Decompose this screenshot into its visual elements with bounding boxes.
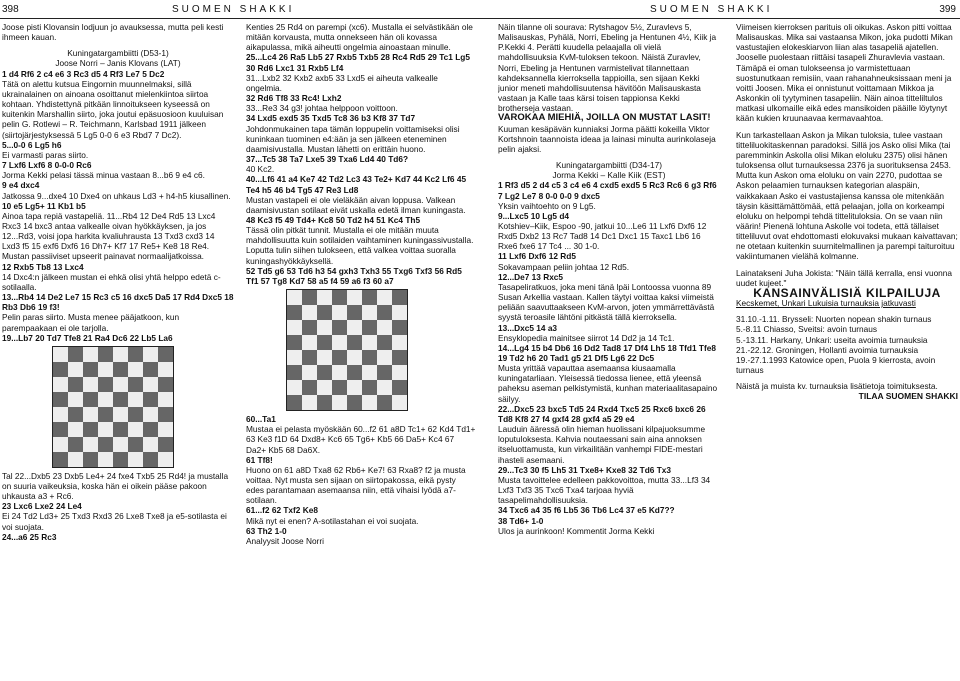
commentary: Ei 24 Td2 Ld3+ 25 Txd3 Rxd3 26 Lxe8 Txe8 ja e5-sotilasta ei voi suojata. xyxy=(2,511,227,532)
commentary: Ensyklopedia mainitsee siirrot 14 Dd2 ja 14 Tc1. xyxy=(498,332,675,343)
tournament-item: 31.10.-1.11. Brysseli: Nuorten nopean shakin turnaus xyxy=(736,314,932,325)
moves: 22...Dxc5 23 bxc5 Td5 24 Rxd4 Txc5 25 Rxc6 bxc6 26 Td8 Kf8 27 f4 gxf4 28 gxf4 a5 29 e4 xyxy=(498,403,706,424)
commentary: Ei varmasti paras siirto. xyxy=(2,149,89,160)
moves: 13...Dxc5 14 a3 xyxy=(498,322,558,333)
moves: 5...0-0 6 Lg5 h6 xyxy=(2,139,62,150)
running-title: SUOMEN SHAKKI xyxy=(172,4,295,15)
game-players: Joose Norri – Janis Klovans (LAT) xyxy=(55,58,181,69)
moves: 7 Lxf6 Lxf6 8 0-0-0 Rc6 xyxy=(2,160,92,171)
moves: 9...Lxc5 10 Lg5 d4 xyxy=(498,210,570,221)
moves: 40...Lf6 41 a4 Ke7 42 Td2 Lc3 43 Te2+ Kd7 44 Kc2 Lf6 45 Te4 h5 46 b4 Tg5 47 Re3 Ld8 xyxy=(246,174,467,195)
game-opening: Kuningatargambiitti (D34-17) xyxy=(555,160,663,171)
commentary: 40 Kc2. xyxy=(246,164,275,175)
commentary: Tätä on alettu kutsua Eingornin muunnelmaksi, sillä ukrainalainen on ainoana osoittanut mielenkiintoa siirtoa kohtaan. Yhdistettynä pitkään linnoitukseen kyseessä on kuitenkin Marshallin siirto, joka joutui epäsuosioon kuuluisan pelin G. Rotlewi – R. Teichmann, Karlsbad 1911 jälkeen (siirtojärjestyksessä 5 Lg5 0-0 6 e3 Rbd7 7 Dc2). xyxy=(2,78,224,140)
header-rule xyxy=(480,18,960,19)
commentary: Pelin paras siirto. Musta menee pääjatkoon, kun parempaakaan ei ole tarjolla. xyxy=(2,312,180,333)
paragraph: Kuuman kesäpävän kunniaksi Jorma päätti kokeilla Viktor Kortshnoin taannoista ideaa ja lainasi minulta aurinkolaseja pelin ajaksi. xyxy=(498,123,716,154)
section-heading: VAROKAA MIEHIÄ, JOILLA ON MUSTAT LASIT! xyxy=(498,112,711,124)
commentary: Mikä nyt ei enen? A-sotilastahan ei voi suojata. xyxy=(246,515,419,526)
moves: 60...Ta1 xyxy=(246,414,276,425)
chess-diagram xyxy=(286,289,408,411)
commentary: Tässä olin pitkät tunnit. Mustalla ei ole mitään muuta mahdollisuutta kuin sotilaiden vaihtaminen kuningassivustalla. Loputta tulin siihen tulokseen, että valkea voittaa suoralla kuningashyökkäyksellä. xyxy=(246,225,474,266)
moves: 19...Lb7 20 Td7 Tfe8 21 Ra4 Dc6 22 Lb5 La6 xyxy=(2,332,173,343)
game-opening: Kuningatargambiitti (D53-1) xyxy=(67,48,169,59)
moves: 11 Lxf6 Dxf6 12 Rd5 xyxy=(498,251,576,262)
moves: 13...Rb4 14 De2 Le7 15 Rc3 c5 16 dxc5 Da5 17 Rd4 Dxc5 18 Rb3 Db6 19 f3! xyxy=(2,292,234,313)
paragraph: Viimeisen kierroksen parituis oli oikukas. Askon pitti voittaa Malisauskas. Mika sai vastaansa Mikon, joka pudotti Mikan vastustajien elokeskiarvon liian alas tasapeliä ajatellen. Jooselle puolestaan riittäisi tasapeli Zhuravlevia vastaan. Tämäpä ei oman tulokseensa jo varmistettuaan suostunutkaan remisiin, vaan rahanahneuksissaan meni ja voitti Joosen. Mika ei onnistunut voittamaan Mikkoa ja Askonkin oli tyytyminen tasapeliin. Näin ainoa titteliltulos matkasi ulkomaille eikä edes mansikoiden pääille löytynyt kään kukien kruunaavaa kermavaahtoa. xyxy=(736,22,953,124)
moves: 38 Td6+ 1-0 xyxy=(498,515,544,526)
chess-diagram xyxy=(52,346,174,468)
page-number: 399 xyxy=(939,4,956,15)
commentary: Kotshiev–Kiik, Espoo -90, jatkui 10...Le6 11 Lxf6 Dxf6 12 Rxd5 Dxb2 13 Rc7 Tad8 14 Dc1 Dxc1 15 Taxc1 Lb6 16 Rxe6 fxe6 17 Tc4 ... 30 1-0. xyxy=(498,220,707,252)
byline: Ulos ja aurinkoon! Kommentit Jorma Kekki xyxy=(498,525,655,536)
moves: 10 e5 Lg5+ 11 Kb1 b5 xyxy=(2,200,86,211)
commentary: Tal 22...Dxb5 23 Dxb5 Le4+ 24 fxe4 Txb5 25 Rd4! ja mustalla on suuria vaikeuksia, koska hän ei oikein pääse pakoon uhkausta a3 + Rc6. xyxy=(2,470,229,502)
commentary: Jatkossa 9...dxe4 10 Dxe4 on uhkaus Ld3 + h4-h5 kiusallinen. xyxy=(2,190,231,201)
paragraph: Joose pisti Klovansin lodjuun jo avauksessa, mutta peli kesti ihmeen kauan. xyxy=(2,22,224,43)
tournament-item: 5.-8.11 Chiasso, Sveitsi: avoin turnaus xyxy=(736,324,877,335)
moves: 61 Tf8! xyxy=(246,454,273,465)
moves: 23 Lxc6 Lxe2 24 Le4 xyxy=(2,501,82,512)
moves: 12...De7 13 Rxc5 xyxy=(498,271,564,282)
moves: 37...Tc5 38 Ta7 Lxe5 39 Txa6 Ld4 40 Td6? xyxy=(246,154,409,165)
moves: 63 Th2 1-0 xyxy=(246,525,287,536)
column-2 xyxy=(246,22,476,678)
commentary: Musta tavoittelee edelleen pakkovoittoa, mutta 33...Lf3 34 Lxf3 Txf3 35 Txc6 Txa4 tarjoaa hyviä tasapelimahdollisuuksia. xyxy=(498,474,711,506)
commentary: Johdonmukainen tapa tämän loppupelin voittamiseksi olisi kuninkaan tuominen e4:ään ja sen jälkeen eteneminen daamisivustalla. Mustan lähetti on erittäin huono. xyxy=(246,123,460,154)
moves: 1 Rf3 d5 2 d4 c5 3 c4 e6 4 cxd5 exd5 5 Rc3 Rc6 6 g3 Rf6 7 Lg2 Le7 8 0-0 0-0 9 dxc5 xyxy=(498,180,717,201)
commentary: Mustaa ei pelasta myöskään 60...f2 61 a8D Tc1+ 62 Kd4 Td1+ 63 Ke3 f1D 64 Dxd8+ Kc6 65 Tg6+ Kb5 66 Da5+ Kc4 67 Da2+ Kb5 68 Da6X. xyxy=(246,424,476,455)
commentary: Tasapeliratkuos, joka meni tänä lpäi Lontoossa vuonna 89 Susan Arkellia vastaan. Kallen täytyi voittaa kaksi viimeistä peliään saavuttaakseen KvM-arvon, joten ymmärrettävästä syystä teroasile lähtöni pitkästä tällä kierroksella. xyxy=(498,281,715,323)
moves: 52 Td5 g6 53 Td6 h3 54 gxh3 Txh3 55 Txg6 Txf3 56 Rd5 Tf1 57 Tg8 Kd7 58 a5 f4 59 a6 f3 60 a7 xyxy=(246,265,462,286)
commentary: Jorma Kekki pelasi tässä minua vastaan 8...b6 9 e4 c6. xyxy=(2,170,205,181)
paragraph: Näin tilanne oli sourava: Rytshagov 5½, Zuravlevs 5, Malisauskas, Pyhälä, Norri, Ebeling ja Hentunen 4½, Kiik ja P.Kekki 4. Perätti kuudella pelaajalla oli vielä mahdollisuuksia KvM-tuloksen tekoon. Näistä Zuravlev, Norri, Ebeling ja Hentunen varmistelivat tilannettaan kahdeksannella kierroksella tappioilla, sen sijaan Kekki junior meneti mahdollisuutensa hävitöön Malisauskasta vastaan ja Kalle taas kärsi toisen tappionsa Kekki brotherseja vastaan. xyxy=(498,22,717,114)
moves: 14...Lg4 15 b4 Db6 16 Dd2 Tad8 17 Df4 Lh5 18 Tfd1 Tfe8 19 Td2 h6 20 Tad1 g5 21 Df5 Lg6 22 Dc5 xyxy=(498,342,716,363)
moves: 61...f2 62 Txf2 Ke8 xyxy=(246,505,318,516)
moves: 24...a6 25 Rc3 xyxy=(2,531,57,542)
tournament-item: 21.-22.12. Groningen, Hollanti avoimia turnauksia xyxy=(736,344,919,355)
right-page xyxy=(480,0,960,681)
moves: 34 Txc6 a4 35 f6 Lb5 36 Tb6 Lc4 37 e5 Kd7?? xyxy=(498,505,675,516)
moves: 48 Kc3 f5 49 Td4+ Kc8 50 Td2 h4 51 Kc4 Th5 xyxy=(246,214,421,225)
running-title: SUOMEN SHAKKI xyxy=(650,4,773,15)
moves: 29...Tc3 30 f5 Lh5 31 Txe8+ Kxe8 32 Td6 Tx3 xyxy=(498,464,672,475)
commentary: Yksin vaihtoehto on 9 Lg5. xyxy=(498,200,596,211)
game-players: Jorma Kekki – Kalle Kiik (EST) xyxy=(552,170,666,181)
paragraph: Kun tarkastellaan Askon ja Mikan tuloksia, tulee vastaan titteliluokitaskennan paradoksi. Sillä jos Asko olisi Mika (tai paremminkin Askolla olisi Mikan eloluku 2375) olisi hänen tuloksensa ollut turnauksessa 2376 ja suorituksensa 2453. Mutta kun Askon oma eloluku on vain 2270, pudottaa se Askon pelaamien turnauksen kategorian alaspäin, vaikkakaan Asko ei vastustajiensa kanssa ole mitenkään täysin käsittämättömää, että pelaajan, jolla on korkeampi eloluku on helpompi tehdä tittelituloksia. On se vaan niin väärin! Pienenä lohtuna Askolle voi todeta, että tällaiset titteliluvut ovat ehdottomasti elokuvaksi mukaan kaivattavan; ne otetaan kuitenkin suurnitelmallinen ja parempi taituroituu vakiintumanen vielähä kolmanne. xyxy=(736,129,958,262)
moves: 12 Rxb5 Tb8 13 Lxc4 xyxy=(2,261,84,272)
commentary: Kenties 25 Rd4 on parempi (xc6). Mustalla ei selvästikään ole mitään korvausta, mutta onnekseen hän oli kovassa aikapulassa, mikä aiheutti ongelmia ainoastaan minulle. xyxy=(246,22,473,53)
column-4 xyxy=(736,22,958,678)
commentary: Ainoa tapa repiä vastapeliä. 11...Rb4 12 De4 Rd5 13 Lxc4 Rxc3 14 bxc3 antaa valkealle oivan hyökkäyksen, ja jos 12...Rd3, voisi jopa harkita kvaliuhrausta 13 Txd3 cxd3 14 Lxd3 f5 15 exf6 Dxf6 16 Dh7+ Kf7 17 Re5+ Ke8 18 Re4. Mustan passiiviset upseerit painavat normaalijatkoissa. xyxy=(2,210,216,262)
column-1 xyxy=(2,22,234,678)
byline: Analyysit Joose Norri xyxy=(246,535,324,546)
commentary: Huono on 61 a8D Txa8 62 Rb6+ Ke7! 63 Rxa8? f2 ja musta voittaa. Nyt musta sen sijaan on siirtopakossa, eikä pysty edes parantamaan asemaansa niin, että vihaisi lyödä a7-sotilaan. xyxy=(246,464,466,506)
section-heading: KANSAINVÄLISIÄ KILPAILUJA xyxy=(753,285,941,300)
moves: 9 e4 dxc4 xyxy=(2,180,40,191)
right-page-header xyxy=(480,4,960,20)
page-number: 398 xyxy=(2,4,19,15)
header-rule xyxy=(0,18,480,19)
column-3 xyxy=(498,22,720,678)
tournament-item: 19.-27.1.1993 Katowice open, Puola 9 kierrosta, avoin turnaus xyxy=(736,354,936,375)
commentary: 33...Re3 34 g3! johtaa helppoon voittoon. xyxy=(246,103,398,114)
moves: 32 Rd6 Tf8 33 Rc4! Lxh2 xyxy=(246,93,342,104)
moves: 1 d4 Rf6 2 c4 e6 3 Rc3 d5 4 Rf3 Le7 5 Dc2 xyxy=(2,68,165,79)
commentary: 14 Dxc4:n jälkeen mustan ei ehkä olisi yhtä helppo edetä c-sotilaalla. xyxy=(2,271,221,292)
commentary: Lauduin ääressä olin hieman huolissani kilpajuoksumme loputuloksesta. Kahvia noutaessani sain aina annoksen itseluottamusta, kun virkailitään vanhempi FIDE-mestari ihasteli asemaani. xyxy=(498,424,706,465)
commentary: Musta yrittää vapauttaa asemaansa kiusaamalla kuningatarliaan. Yleisessä tiedossa lienee, että yleensä paheksu aseman pelkistymistä, kunhan materiaalitasapaino säilyy. xyxy=(498,363,718,404)
tournament-item: 5.-13.11. Harkany, Unkari: useita avoimia turnauksia xyxy=(736,334,928,345)
paragraph: Näistä ja muista kv. turnauksia lisätietoja toimituksesta. xyxy=(736,381,938,392)
commentary: Mustan vastapeli ei ole vieläkään aivan loppusa. Valkean daamisivustan sotilaat eivät uskalla edetä ilman kuningasta. xyxy=(246,194,466,215)
commentary: Sokavampaan peliin johtaa 12 Rd5. xyxy=(498,261,629,272)
signature: TILAA SUOMEN SHAKKI xyxy=(858,391,958,402)
left-page-header xyxy=(0,4,480,20)
tournament-item: Kecskemet, Unkari Lukuisia turnauksia jatkuvasti xyxy=(736,298,916,309)
moves: 34 Lxd5 exd5 35 Txd5 Tc8 36 b3 Kf8 37 Td7 xyxy=(246,113,416,124)
moves: 25...Lc4 26 Ra5 Lb5 27 Rxb5 Txb5 28 Rc4 Rd5 29 Tc1 Lg5 30 Rd6 Lxc1 31 Rxb5 Lf4 xyxy=(246,52,470,73)
commentary: 31...Lxb2 32 Kxb2 axb5 33 Lxd5 ei aiheuta valkealle ongelmia. xyxy=(246,72,438,93)
quote: Lainatakseni Juha Jokista: "Näin tällä kerralla, ensi vuonna uudet kujeet." xyxy=(736,267,953,288)
